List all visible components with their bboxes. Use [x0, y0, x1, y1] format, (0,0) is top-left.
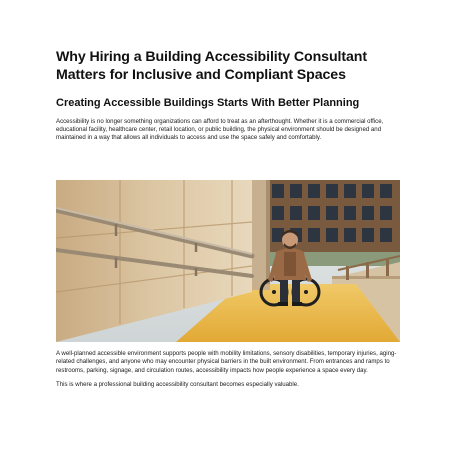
- intro-paragraph: Accessibility is no longer something organizations can afford to treat as an afterthought. Whether it is a commercial office, educational facility, healthcare center, retail location, or public building, the physical environment should be designed and maintained in a way that allows all individuals to access and use the space safely and comfortably.: [56, 117, 384, 142]
- body-text-block: [56, 350, 401, 390]
- photo-illustration: [56, 180, 400, 342]
- document-title: Why Hiring a Building Accessibility Consultant Matters for Inclusive and Compliant Spaces: [56, 49, 367, 83]
- body-paragraph: A well-planned accessible environment supports people with mobility limitations, sensory disabilities, temporary injuries, aging-related challenges, and anyone who may encounter physical barriers in the built environment. From entrances and ramps to restrooms, parking, signage, and circulation routes, accessibility impacts how people experience a space every day.: [56, 350, 397, 374]
- document-page: [56, 48, 401, 389]
- wheelchair-ramp-photo: [56, 180, 400, 342]
- closing-paragraph: This is where a professional building accessibility consultant becomes especially valuable.: [56, 381, 299, 389]
- section-heading: Creating Accessible Buildings Starts With Better Planning: [56, 97, 360, 109]
